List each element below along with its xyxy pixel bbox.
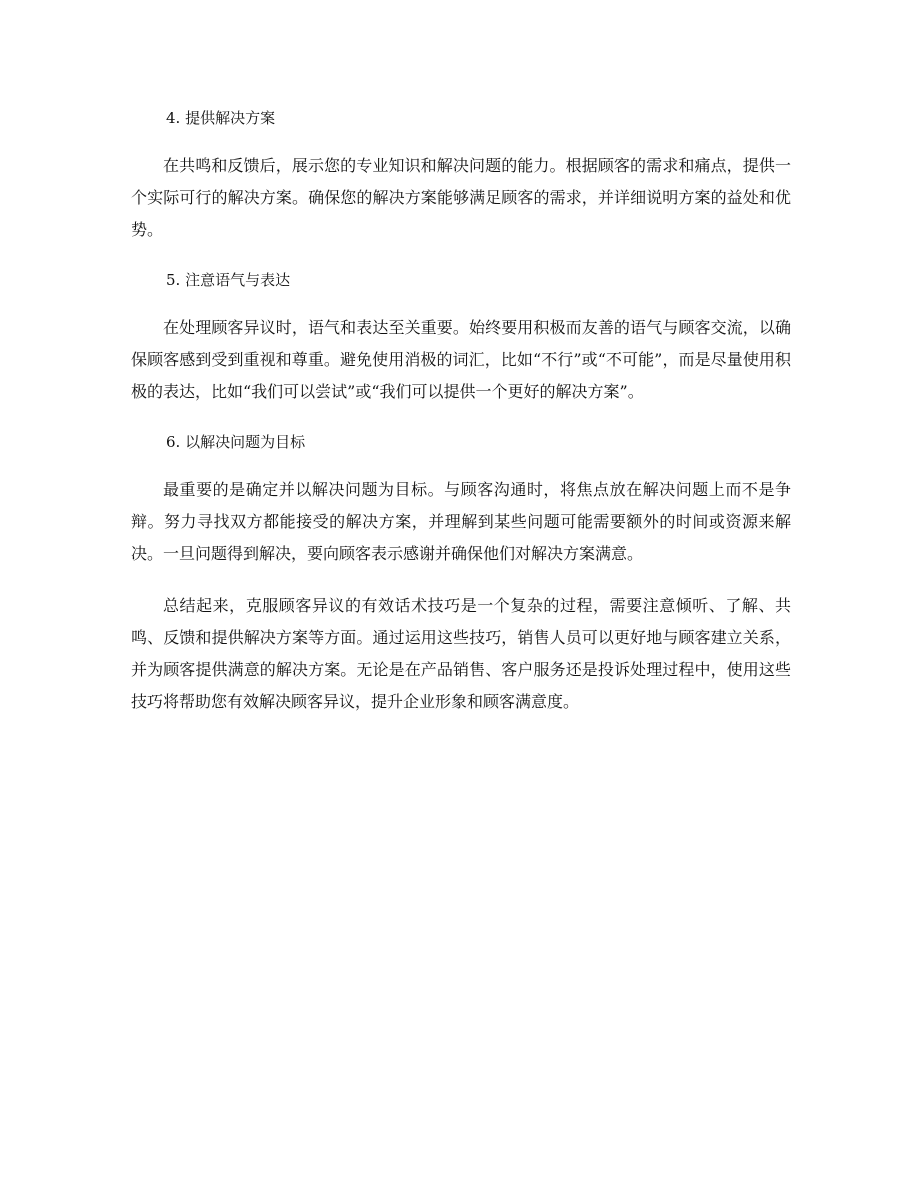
document-body — [131, 104, 791, 738]
section-5 — [131, 266, 791, 408]
conclusion-paragraph: 总结起来，克服顾客异议的有效话术技巧是一个复杂的过程，需要注意倾听、了解、共鸣、反馈和提供解决方案等方面。通过运用这些技巧，销售人员可以更好地与顾客建立关系，并为顾客提供满意的解决方案。无论是在产品销售、客户服务还是投诉处理过程中，使用这些技巧将帮助您有效解决顾客异议，提升企业形象和顾客满意度。 — [131, 596, 791, 711]
section-heading: 6. 以解决问题为目标 — [166, 433, 306, 451]
section-paragraph: 最重要的是确定并以解决问题为目标。与顾客沟通时，将焦点放在解决问题上而不是争辩。努力寻找双方都能接受的解决方案，并理解到某些问题可能需要额外的时间或资源来解决。一旦问题得到解决，要向顾客表示感谢并确保他们对解决方案满意。 — [131, 480, 791, 563]
section-heading: 5. 注意语气与表达 — [166, 271, 291, 289]
section-paragraph: 在处理顾客异议时，语气和表达至关重要。始终要用积极而友善的语气与顾客交流，以确保顾客感到受到重视和尊重。避免使用消极的词汇，比如“不行”或“不可能”，而是尽量使用积极的表达，比如“我们可以尝试”或“我们可以提供一个更好的解决方案”。 — [131, 318, 791, 401]
section-6 — [131, 428, 791, 570]
section-paragraph: 在共鸣和反馈后，展示您的专业知识和解决问题的能力。根据顾客的需求和痛点，提供一个实际可行的解决方案。确保您的解决方案能够满足顾客的需求，并详细说明方案的益处和优势。 — [131, 156, 791, 239]
section-heading: 4. 提供解决方案 — [166, 109, 276, 127]
section-4 — [131, 104, 791, 246]
